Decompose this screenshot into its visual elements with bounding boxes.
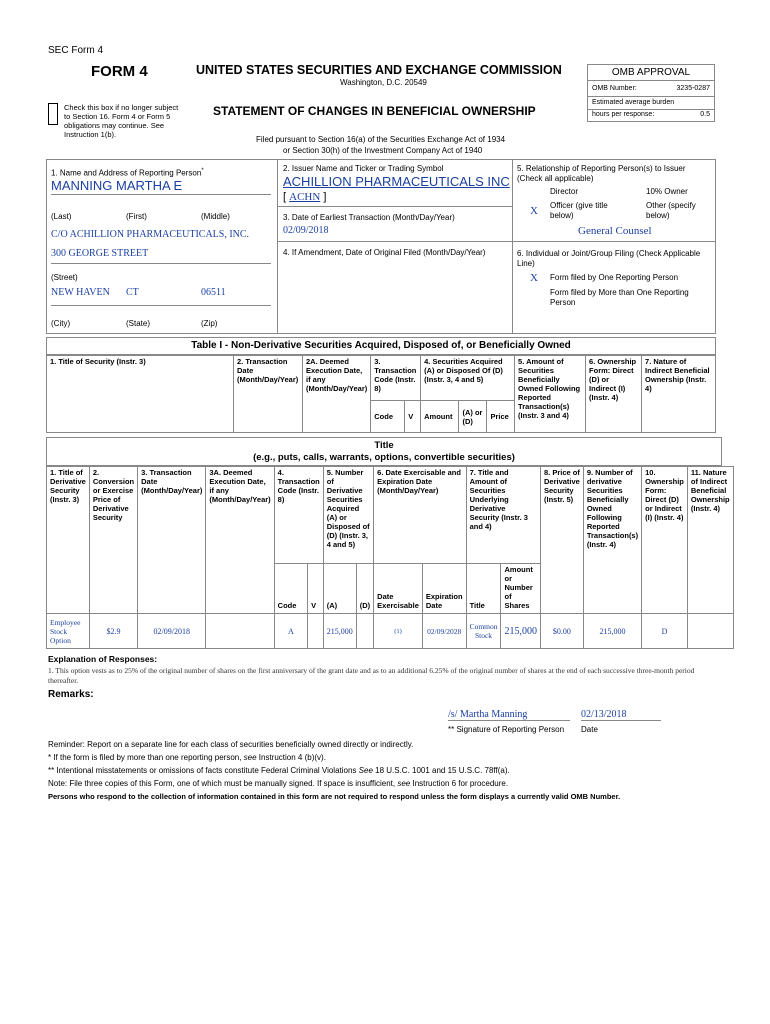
- t1-col3: 3. Transaction Code (Instr. 8): [371, 356, 421, 401]
- t1-col4: 4. Securities Acquired (A) or Disposed Of (D) (Instr. 3, 4 and 5): [421, 356, 515, 401]
- t2-v: V: [308, 564, 324, 614]
- t2-col2: 2. Conversion or Exercise Price of Derivative Security: [89, 467, 137, 614]
- t2-row-expiration: 02/09/2028: [422, 614, 466, 649]
- officer-checkmark[interactable]: X: [530, 205, 538, 217]
- t1-price: Price: [487, 401, 515, 433]
- street-label: (Street): [51, 273, 78, 282]
- officer-title[interactable]: General Counsel: [578, 225, 652, 237]
- t1-col2a: 2A. Deemed Execution Date, if any (Month/Day/Year): [303, 356, 371, 433]
- t2-col5: 5. Number of Derivative Securities Acquired (A) or Disposed of (D) (Instr. 3, 4 and 5): [323, 467, 373, 564]
- table-row: [47, 614, 734, 649]
- t2-row-v: [308, 614, 324, 649]
- t2-amount-shares: Amount or Number of Shares: [501, 564, 541, 614]
- t2-col10: 10. Ownership Form: Direct (D) or Indirect (I) (Instr. 4): [642, 467, 688, 614]
- filed-pursuant-1: Filed pursuant to Section 16(a) of the Securities Exchange Act of 1934: [256, 135, 506, 144]
- omb-number-value: 3235-0287: [676, 85, 710, 92]
- zip-label: (Zip): [201, 319, 218, 328]
- state-label: (State): [126, 319, 151, 328]
- city-value[interactable]: NEW HAVEN: [51, 287, 110, 298]
- t2-code: Code: [274, 564, 307, 614]
- box5-label: 5. Relationship of Reporting Person(s) to Issuer: [517, 164, 686, 173]
- t2-row-exercisable: (1): [374, 614, 423, 649]
- statement-title: STATEMENT OF CHANGES IN BENEFICIAL OWNERSHIP: [213, 104, 536, 118]
- footnote-persons: Persons who respond to the collection of information contained in this form are not required to respond unless the form displays a currently valid OMB Number.: [48, 792, 621, 801]
- t2-row-deriv-price: $0.00: [540, 614, 583, 649]
- signature-date-label: Date: [581, 725, 598, 734]
- agency-address: Washington, D.C. 20549: [340, 78, 427, 87]
- table2-title-box: [46, 437, 722, 466]
- filed-pursuant-2: or Section 30(h) of the Investment Company Act of 1940: [283, 146, 483, 155]
- t2-col6: 6. Date Exercisable and Expiration Date (Month/Day/Year): [374, 467, 466, 564]
- reminder-text: Reminder: Report on a separate line for each class of securities beneficially owned directly or indirectly.: [48, 740, 414, 749]
- box6-label: 6. Individual or Joint/Group Filing (Check Applicable Line): [517, 249, 701, 268]
- t2-row-nature: [687, 614, 733, 649]
- t2-row-code: A: [274, 614, 307, 649]
- one-person-label: Form filed by One Reporting Person: [550, 273, 679, 282]
- t1-v: V: [405, 401, 421, 433]
- ticker-value[interactable]: ACHN: [289, 191, 321, 203]
- t2-row-shares: 215,000: [501, 614, 541, 649]
- t1-col5: 5. Amount of Securities Beneficially Owned Following Reported Transaction(s) (Instr. 3 and 4): [515, 356, 586, 433]
- state-value[interactable]: CT: [126, 287, 139, 298]
- signature-date[interactable]: 02/13/2018: [581, 709, 661, 721]
- t2-date-exercisable: Date Exercisable: [374, 564, 423, 614]
- table2: [46, 466, 734, 649]
- t2-row-a: 215,000: [323, 614, 356, 649]
- reporting-person-name[interactable]: MANNING MARTHA E: [51, 178, 271, 195]
- t2-col1: 1. Title of Derivative Security (Instr. 3): [47, 467, 90, 614]
- t2-col4: 4. Transaction Code (Instr. 8): [274, 467, 323, 564]
- t1-aord: (A) or (D): [459, 401, 487, 433]
- t2-row-owned: 215,000: [583, 614, 641, 649]
- omb-number-label: OMB Number:: [592, 85, 637, 92]
- street-address[interactable]: 300 GEORGE STREET: [51, 244, 271, 264]
- earliest-transaction-date[interactable]: 02/09/2018: [283, 225, 329, 236]
- t2-row-form: D: [642, 614, 688, 649]
- box2-label: 2. Issuer Name and Ticker or Trading Symbol: [283, 164, 444, 173]
- sec-form-label: SEC Form 4: [48, 45, 104, 56]
- box1-label: 1. Name and Address of Reporting Person*: [51, 168, 204, 178]
- t2-col3a: 3A. Deemed Execution Date, if any (Month/Day/Year): [206, 467, 274, 614]
- t2-col7: 7. Title and Amount of Securities Underlying Derivative Security (Instr. 3 and 4): [466, 467, 540, 564]
- footnote-note: Note: File three copies of this Form, one of which must be manually signed. If space is insufficient, see Instruction 6 for procedure.: [48, 779, 509, 788]
- city-label: (City): [51, 319, 71, 328]
- table1: [46, 355, 716, 433]
- table1-title: Table I - Non-Derivative Securities Acquired, Disposed of, or Beneficially Owned: [46, 337, 716, 355]
- agency-title: UNITED STATES SECURITIES AND EXCHANGE COMMISSION: [196, 63, 562, 77]
- t2-row-date: 02/09/2018: [138, 614, 206, 649]
- t2-col3: 3. Transaction Date (Month/Day/Year): [138, 467, 206, 614]
- director-label: Director: [550, 187, 579, 196]
- t1-col2: 2. Transaction Date (Month/Day/Year): [234, 356, 303, 433]
- t1-code: Code: [371, 401, 405, 433]
- t1-col1: 1. Title of Security (Instr. 3): [47, 356, 234, 433]
- omb-burden-label: Estimated average burden: [592, 99, 675, 106]
- ticker-symbol: [ ACHN ]: [283, 191, 327, 203]
- box5-sub: (Check all applicable): [517, 174, 594, 183]
- checkbox-text: Check this box if no longer subject to Section 16. Form 4 or Form 5 obligations may continue. See Instruction 1(b).: [64, 103, 179, 139]
- t2-col8: 8. Price of Derivative Security (Instr. 5): [540, 467, 583, 614]
- t2-a: (A): [323, 564, 356, 614]
- t2-row-d: [356, 614, 373, 649]
- t1-col6: 6. Ownership Form: Direct (D) or Indirect (I) (Instr. 4): [586, 356, 642, 433]
- footnote-star1: * If the form is filed by more than one reporting person, see Instruction 4 (b)(v).: [48, 753, 326, 762]
- first-label: (First): [126, 212, 147, 221]
- officer-label: Officer (give title below): [550, 201, 608, 220]
- ten-percent-owner-label: 10% Owner: [646, 187, 688, 196]
- t2-row-price: $2.9: [89, 614, 137, 649]
- explanation-title: Explanation of Responses:: [48, 654, 158, 664]
- t2-row-security: Employee Stock Option: [47, 614, 90, 649]
- t2-title: Title: [466, 564, 501, 614]
- remarks-title: Remarks:: [48, 689, 94, 700]
- t2-d: (D): [356, 564, 373, 614]
- omb-hours-label: hours per response:: [592, 111, 655, 118]
- t2-col11: 11. Nature of Indirect Beneficial Ownership (Instr. 4): [687, 467, 733, 614]
- box3-label: 3. Date of Earliest Transaction (Month/Day/Year): [283, 213, 455, 222]
- no-longer-subject-checkbox[interactable]: [48, 103, 58, 125]
- zip-value[interactable]: 06511: [201, 287, 226, 298]
- company-address[interactable]: C/O ACHILLION PHARMACEUTICALS, INC.: [51, 229, 250, 240]
- omb-box: [587, 64, 715, 122]
- explanation-note-1: 1. This option vests as to 25% of the original number of shares on the first anniversary of the grant date and as to an additional 6.25% of the original number of shares at the end of each successive three-month period thereafter.: [48, 666, 695, 685]
- t1-col7: 7. Nature of Indirect Beneficial Ownership (Instr. 4): [642, 356, 716, 433]
- t2-col9: 9. Number of derivative Securities Beneficially Owned Following Reported Transaction(s) (Instr. 4): [583, 467, 641, 614]
- multiple-persons-label: Form filed by More than One Reporting Person: [550, 288, 689, 307]
- one-person-checkmark[interactable]: X: [530, 272, 538, 284]
- other-label: Other (specify below): [646, 201, 696, 220]
- middle-label: (Middle): [201, 212, 230, 221]
- t1-amount: Amount: [421, 401, 459, 433]
- footnote-star2: ** Intentional misstatements or omissions of facts constitute Federal Criminal Violations See 18 U.S.C. 1001 and 15 U.S.C. 78ff(a).: [48, 766, 510, 775]
- table2-subtitle: (e.g., puts, calls, warrants, options, convertible securities): [253, 452, 515, 463]
- t2-expiration: Expiration Date: [422, 564, 466, 614]
- omb-title: OMB APPROVAL: [588, 65, 714, 81]
- box4-label: 4. If Amendment, Date of Original Filed (Month/Day/Year): [283, 248, 486, 257]
- signature-label: ** Signature of Reporting Person: [448, 725, 565, 734]
- omb-hours-value: 0.5: [700, 111, 710, 118]
- signature-name[interactable]: /s/ Martha Manning: [448, 709, 570, 721]
- form-title: FORM 4: [91, 63, 148, 80]
- t2-row-title: Common Stock: [466, 614, 501, 649]
- t2-row-deemed: [206, 614, 274, 649]
- issuer-name[interactable]: ACHILLION PHARMACEUTICALS INC: [283, 174, 510, 189]
- last-label: (Last): [51, 212, 72, 221]
- table2-title: Title: [374, 440, 394, 451]
